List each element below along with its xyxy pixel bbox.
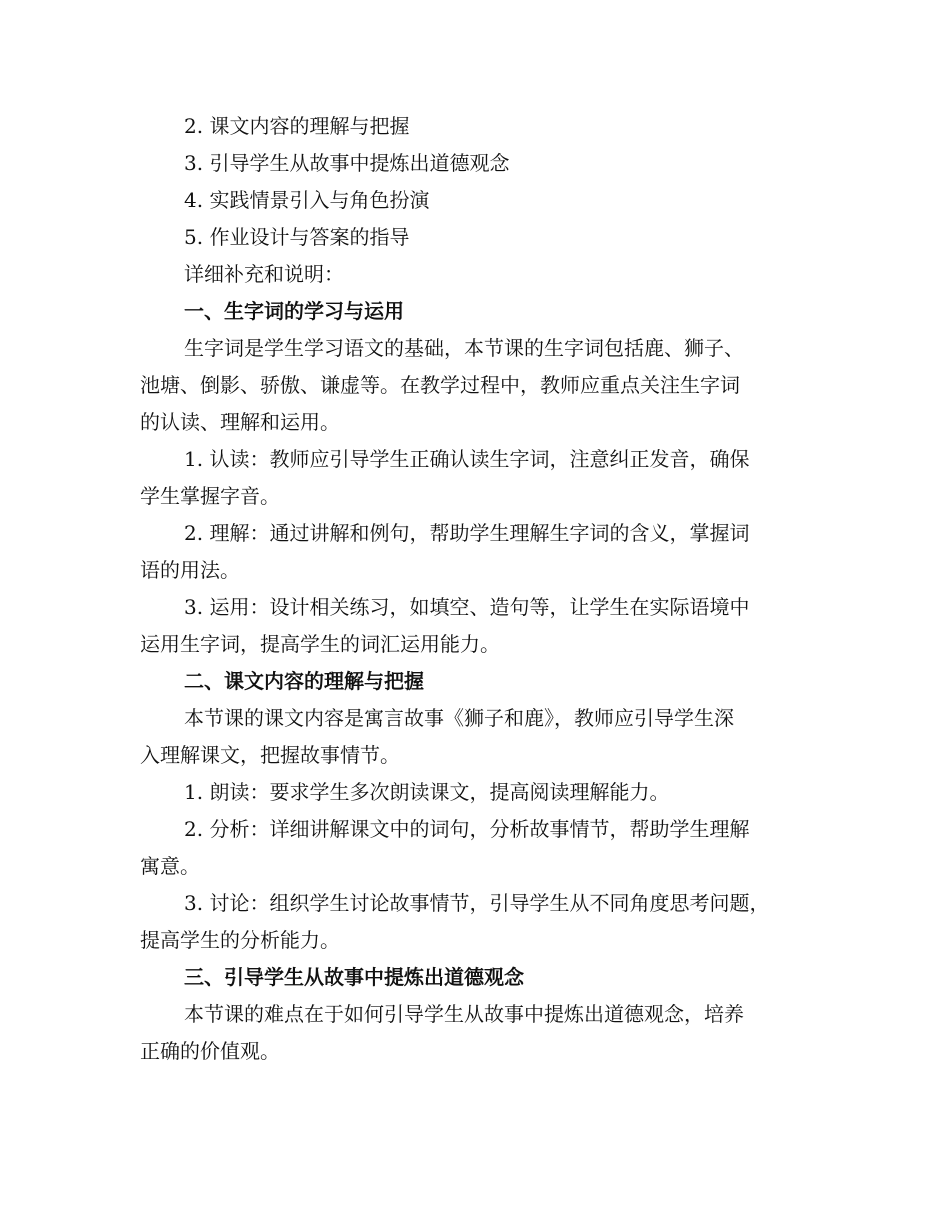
text-line: 本节课的课文内容是寓言故事《狮子和鹿》，教师应引导学生深 [184,706,734,730]
text-line: 池塘、倒影、骄傲、谦虚等。在教学过程中，教师应重点关注生字词 [140,373,740,397]
text-line: 4. 实践情景引入与角色扮演 [184,188,430,212]
text-line: 的认读、理解和运用。 [140,410,340,434]
text-line: 入理解课文，把握故事情节。 [140,743,400,767]
text-line: 1. 朗读：要求学生多次朗读课文，提高阅读理解能力。 [184,780,670,804]
section-heading: 二、课文内容的理解与把握 [184,669,424,693]
text-line: 语的用法。 [140,558,240,582]
section-heading: 一、生字词的学习与运用 [184,299,404,323]
text-line: 提高学生的分析能力。 [140,928,340,952]
text-line: 3. 讨论：组织学生讨论故事情节，引导学生从不同角度思考问题， [184,891,770,915]
text-line: 运用生字词，提高学生的词汇运用能力。 [140,632,500,656]
text-line: 3. 运用：设计相关练习，如填空、造句等，让学生在实际语境中 [184,595,750,619]
text-line: 学生掌握字音。 [140,484,280,508]
section-heading: 三、引导学生从故事中提炼出道德观念 [184,965,524,989]
text-line: 正确的价值观。 [140,1039,280,1063]
document-body [140,108,812,1070]
text-line: 1. 认读：教师应引导学生正确认读生字词，注意纠正发音，确保 [184,447,750,471]
text-line: 2. 课文内容的理解与把握 [184,114,410,138]
text-line: 3. 引导学生从故事中提炼出道德观念 [184,151,510,175]
text-line: 2. 理解：通过讲解和例句，帮助学生理解生字词的含义，掌握词 [184,521,750,545]
text-line: 详细补充和说明： [184,262,344,286]
text-line: 寓意。 [140,854,200,878]
text-line: 本节课的难点在于如何引导学生从故事中提炼出道德观念，培养 [184,1002,744,1026]
text-line: 5. 作业设计与答案的指导 [184,225,410,249]
text-line: 生字词是学生学习语文的基础，本节课的生字词包括鹿、狮子、 [184,336,744,360]
text-line: 2. 分析：详细讲解课文中的词句，分析故事情节，帮助学生理解 [184,817,750,841]
